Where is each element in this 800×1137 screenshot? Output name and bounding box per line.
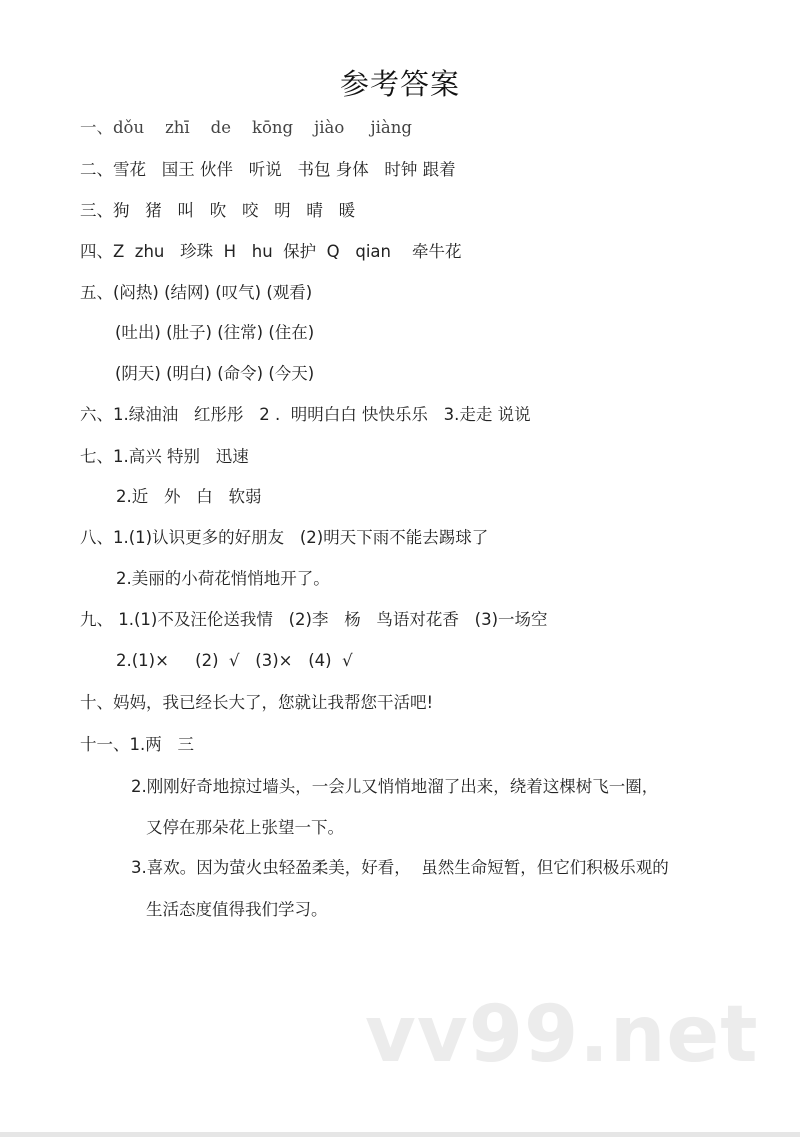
answer-11-part-3: 3.喜欢。因为萤火虫轻盈柔美，好看， 虽然生命短暂，但它们积极乐观的 — [131, 858, 669, 877]
answer-11-part-1: 十一、1.两 三 — [80, 735, 194, 754]
answer-11-part-2-cont: 又停在那朵花上张望一下。 — [146, 818, 344, 837]
answer-4: 四、Z zhu 珍珠 H hu 保护 Q qian 牵牛花 — [80, 242, 462, 261]
answer-6: 六、1.绿油油 红彤彤 2 . 明明白白 快快乐乐 3.走走 说说 — [80, 405, 531, 424]
answer-7-part-2: 2.近 外 白 软弱 — [116, 487, 262, 506]
answer-3: 三、狗 猪 叫 吹 咬 明 晴 暖 — [80, 201, 356, 220]
answer-8-part-2: 2.美丽的小荷花悄悄地开了。 — [116, 569, 330, 588]
answer-5-row-3: (阴天) (明白) (命令) (今天) — [115, 364, 315, 383]
answer-10: 十、妈妈，我已经长大了，您就让我帮您干活吧! — [80, 693, 434, 712]
answer-9-part-2: 2.(1)× (2) √ (3)× (4) √ — [116, 651, 353, 670]
answer-2: 二、雪花 国王 伙伴 听说 书包 身体 时钟 跟着 — [80, 160, 456, 179]
answer-7-part-1: 七、1.高兴 特别 迅速 — [80, 447, 249, 466]
answer-1: 一、dǒu zhī de kōng jiào jiàng — [80, 118, 412, 137]
answer-11-part-3-cont: 生活态度值得我们学习。 — [146, 900, 328, 919]
answer-9-part-1: 九、 1.(1)不及汪伦送我情 (2)李 杨 鸟语对花香 (3)一场空 — [80, 610, 548, 629]
page-title: 参考答案 — [339, 67, 460, 101]
answer-5-row-2: (吐出) (肚子) (往常) (住在) — [115, 323, 315, 342]
answer-5-row-1: 五、(闷热) (结网) (叹气) (观看) — [80, 283, 313, 302]
watermark: vv99.net — [365, 990, 759, 1080]
answer-11-part-2: 2.刚刚好奇地掠过墙头，一会儿又悄悄地溜了出来，绕着这棵树飞一圈， — [131, 777, 659, 796]
answer-8-part-1: 八、1.(1)认识更多的好朋友 (2)明天下雨不能去踢球了 — [80, 528, 489, 547]
page-bottom-edge — [0, 1132, 800, 1137]
